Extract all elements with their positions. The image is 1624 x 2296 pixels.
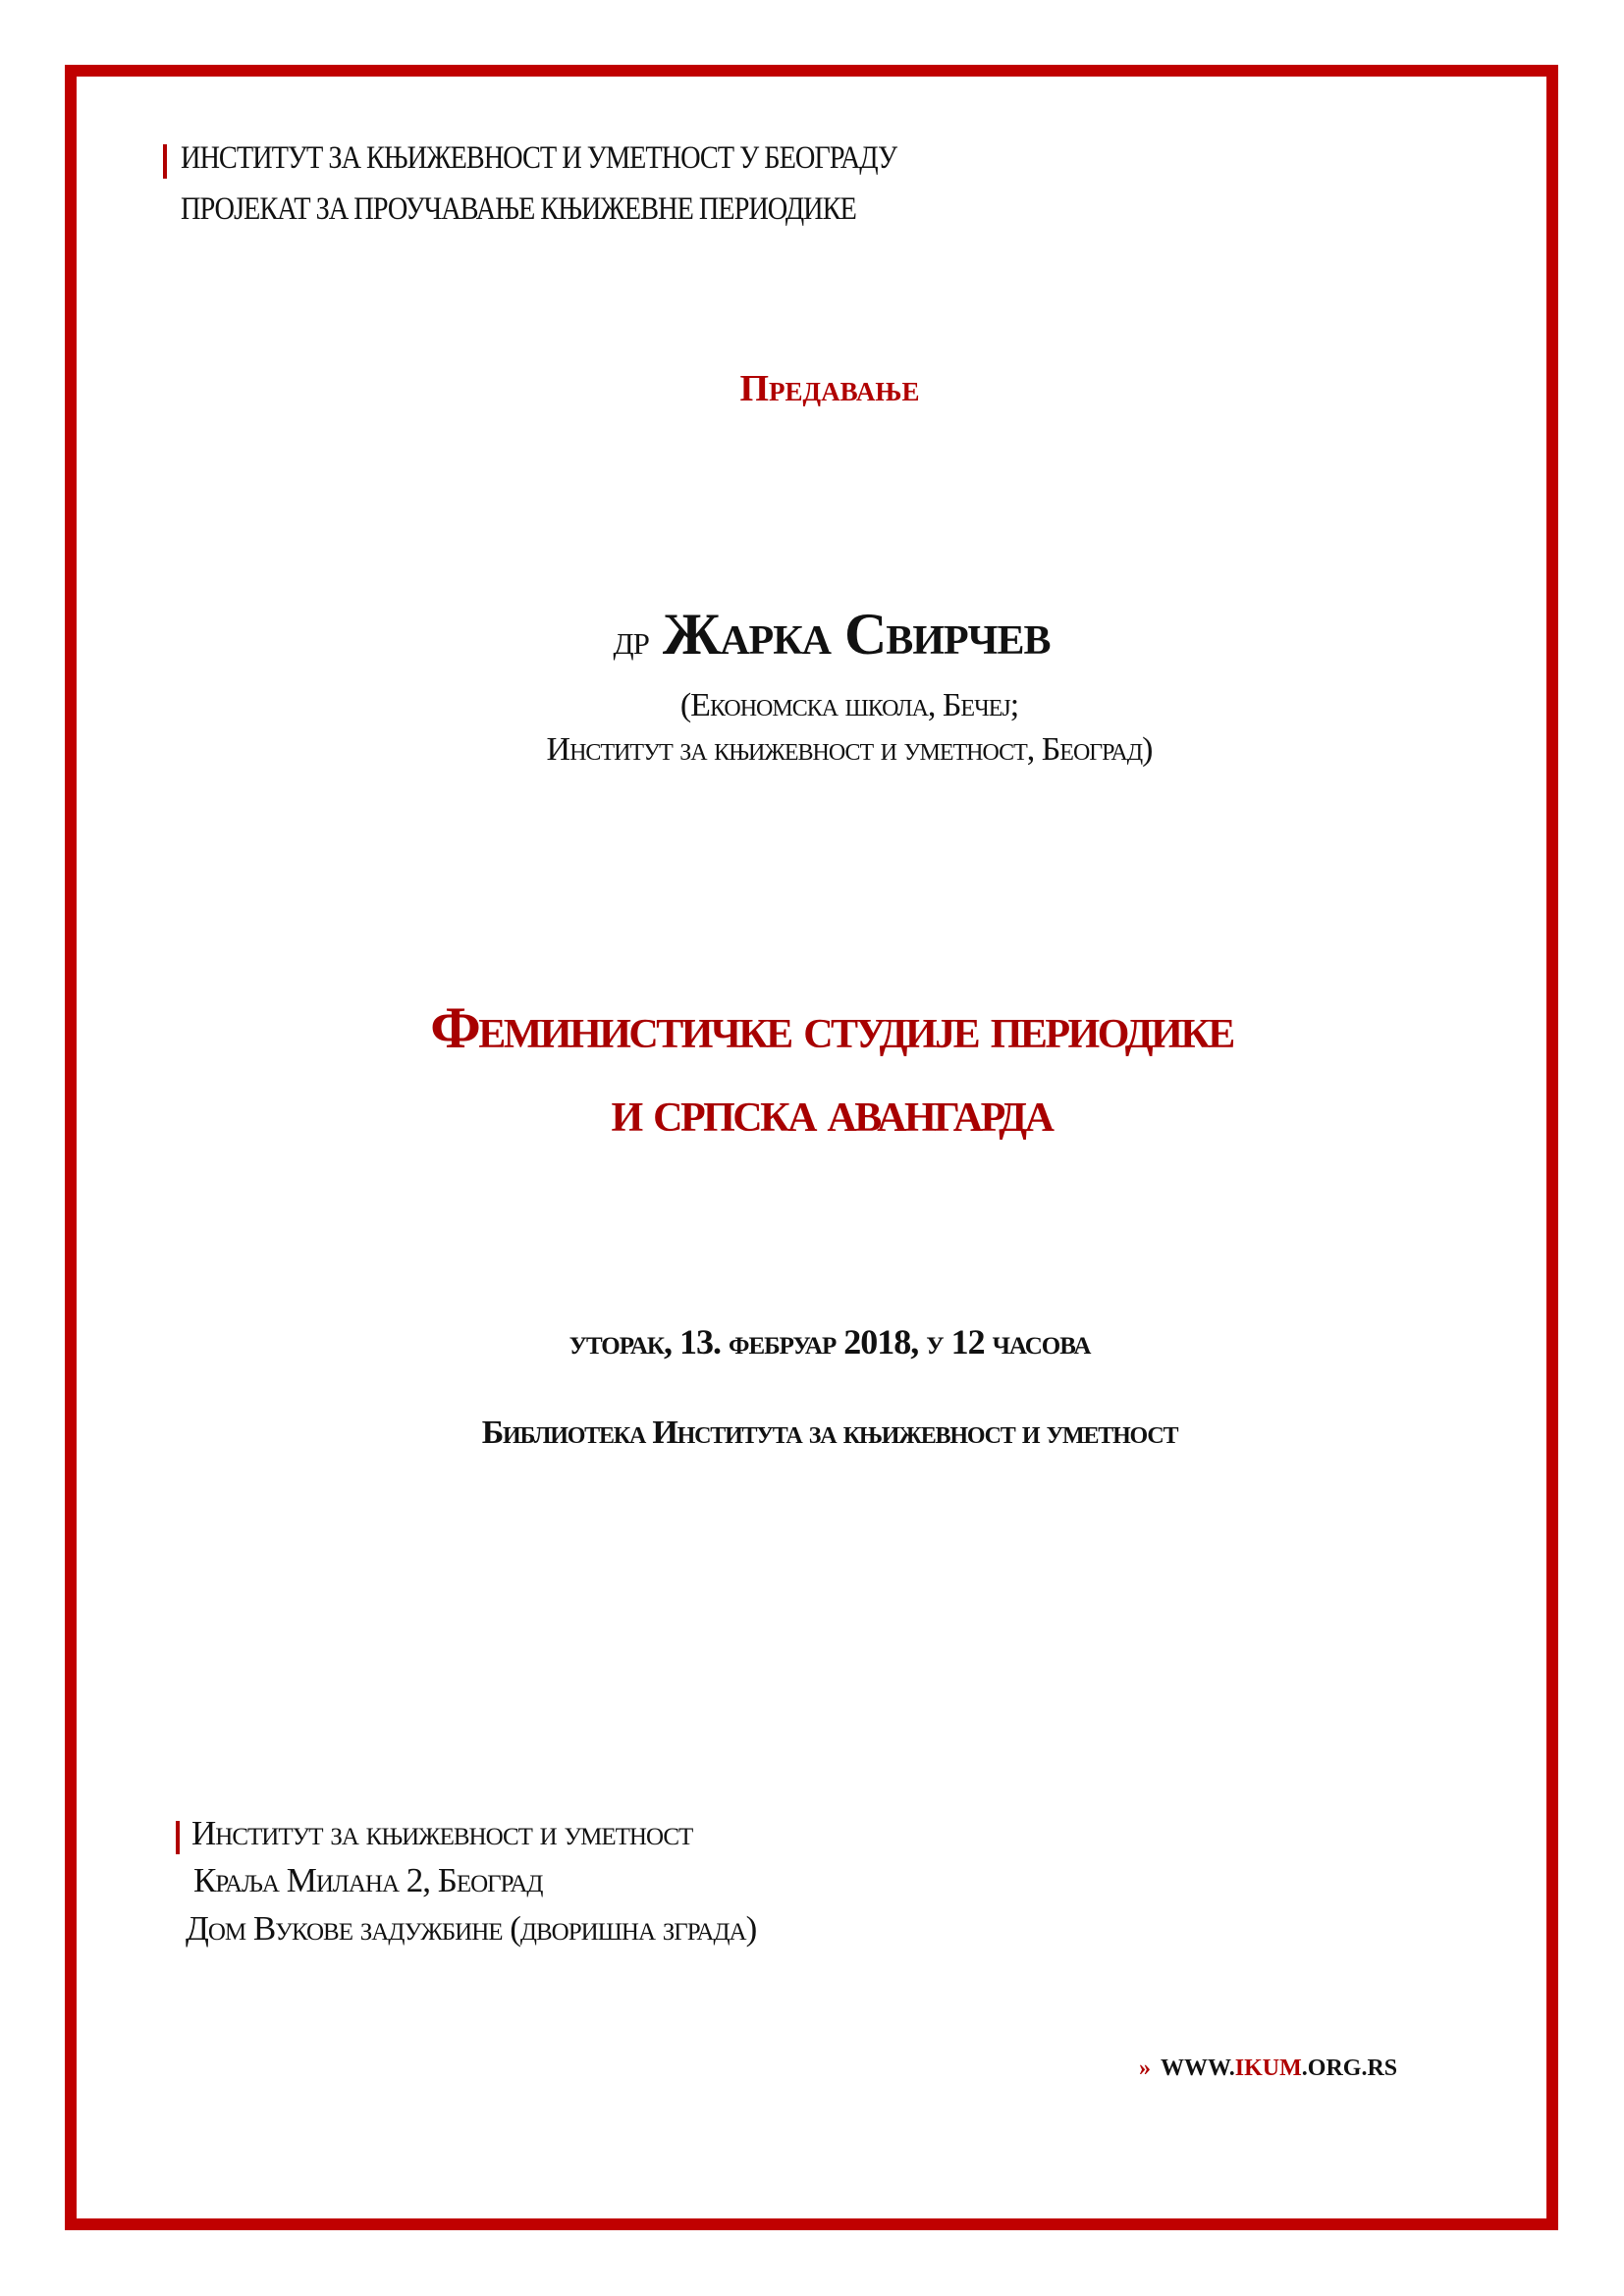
speaker-affiliation-line-1: (Економска школа, Бечеј; [679, 687, 1019, 723]
event-date-time: уторак, 13. фебруар 2018, у 12 часова [568, 1322, 1091, 1362]
website-prefix: WWW. [1161, 2056, 1235, 2081]
website-link[interactable] [1139, 2056, 1397, 2082]
footer-address-line-1: Институт за књижевност и уметност [191, 1814, 693, 1852]
speaker-affiliation-line-2: Институт за књижевност и уметност, Београд) [546, 731, 1153, 768]
double-chevron-right-icon: » [1139, 2056, 1151, 2081]
website-brand: IKUM [1234, 2056, 1302, 2081]
header-accent-bar [163, 144, 167, 179]
header-institute: ИНСТИТУТ ЗА КЊИЖЕВНОСТ И УМЕТНОСТ У БЕОГРАДУ [181, 140, 897, 176]
speaker-prefix: др [613, 615, 649, 664]
footer-accent-bar [176, 1821, 180, 1854]
speaker-line [0, 601, 1624, 668]
speaker-name: Жарка Свирчев [662, 602, 1051, 667]
website-suffix: .ORG.RS [1301, 2056, 1398, 2081]
footer-address-line-2: Краља Милана 2, Београд [193, 1861, 543, 1899]
footer-address-line-3: Дом Вукове задужбине (дворишна зграда) [186, 1909, 757, 1948]
talk-title-line-1: Феминистичке студије периодике [430, 995, 1233, 1060]
talk-title-line-2: и српска авангарда [611, 1079, 1053, 1144]
header-project: ПРОЈЕКАТ ЗА ПРОУЧАВАЊЕ КЊИЖЕВНЕ ПЕРИОДИКЕ [181, 191, 856, 227]
event-venue: Библиотека Института за књижевност и уметност [481, 1415, 1178, 1451]
event-type-label: Предавање [739, 368, 920, 409]
